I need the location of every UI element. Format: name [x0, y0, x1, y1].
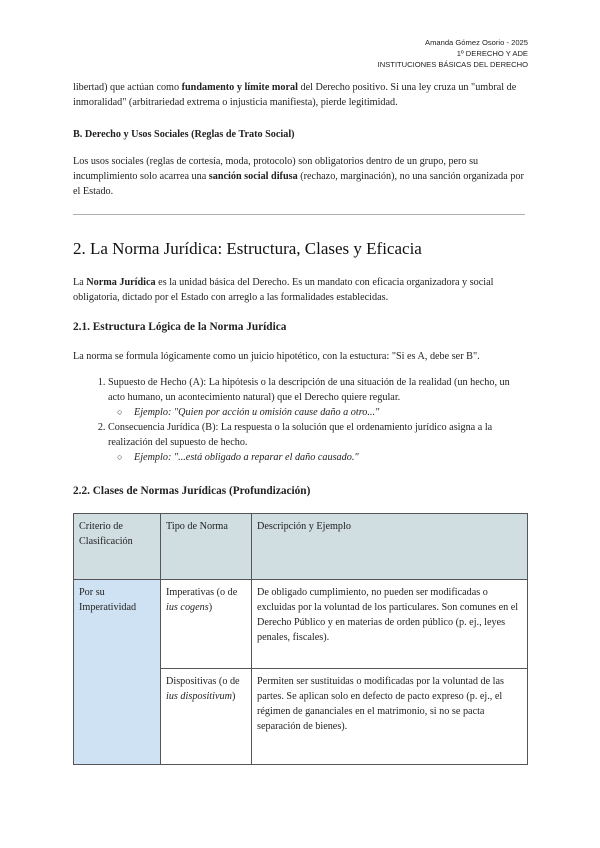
norm-classes-table [73, 513, 528, 765]
type-cell: Dispositivas (o de ius dispositivum) [161, 669, 252, 765]
list-item: 2. Consecuencia Jurídica (B): La respuesta o la solución que el ordenamiento jurídico asigna a la realización del supuesto de hecho. ○ Ejemplo: "...está obligado a reparar el daño causado." [108, 420, 528, 465]
criterion-cell: Por su Imperatividad [74, 580, 161, 765]
section-title: 2. La Norma Jurídica: Estructura, Clases y Eficacia [73, 239, 422, 258]
table-header-row [74, 514, 528, 580]
document-body [73, 80, 528, 765]
section-divider [73, 214, 525, 215]
intro-paragraph: libertad) que actúan como fundamento y límite moral del Derecho positivo. Si una ley cruza un "umbral de inmoralidad" (arbitrariedad extrema o injusticia manifiesta), pierde legitimidad. [73, 82, 517, 108]
type-cell: Imperativas (o de ius cogens) [161, 580, 252, 669]
header-course: 1º DERECHO Y ADE [456, 49, 528, 58]
table-row [74, 580, 528, 669]
structure-intro: La norma se formula lógicamente como un juicio hipotético, con la estuctura: "Si es A, debe ser B". [73, 351, 480, 362]
subsection-title-2-2: 2.2. Clases de Normas Jurídicas (Profundización) [73, 485, 311, 497]
description-cell: De obligado cumplimiento, no pueden ser modificadas o excluidas por la voluntad de los particulares. Son comunes en el Derecho Público y en materias de orden público (p. ej., leyes penales, fiscales). [252, 580, 528, 669]
table-header-cell: Descripción y Ejemplo [252, 514, 528, 580]
header-subject: INSTITUCIONES BÁSICAS DEL DERECHO [377, 60, 528, 69]
table-header-cell: Criterio de Clasificación [74, 514, 161, 580]
list-item: 1. Supuesto de Hecho (A): La hipótesis o la descripción de una situación de la realidad (un hecho, un acto humano, un acontecimiento natural) que el Derecho quiere regular. ○ Ejemplo: "Quien por acción u omisión cause daño a otro..." [108, 375, 528, 420]
example-item: ○ Ejemplo: "...está obligado a reparar el daño causado." [134, 450, 528, 465]
usos-sociales-paragraph: Los usos sociales (reglas de cortesía, moda, protocolo) son obligatorios dentro de un grupo, pero su incumplimiento solo acarrea una sanción social difusa (rechazo, marginación), no una sanción organizada por el Estado. [73, 156, 524, 197]
page-header [378, 37, 528, 70]
subsection-title-2-1: 2.1. Estructura Lógica de la Norma Jurídica [73, 321, 287, 333]
norma-juridica-paragraph: La Norma Jurídica es la unidad básica del Derecho. Es un mandato con eficacia organizadora y social obligatoria, dictado por el Estado con arreglo a las formalidades establecidas. [73, 277, 494, 303]
header-author: Amanda Gómez Osorio - 2025 [425, 38, 528, 47]
structure-list [73, 375, 528, 465]
subheading-usos-sociales: B. Derecho y Usos Sociales (Reglas de Trato Social) [73, 129, 295, 140]
example-item: ○ Ejemplo: "Quien por acción u omisión cause daño a otro..." [134, 405, 528, 420]
table-header-cell: Tipo de Norma [161, 514, 252, 580]
description-cell: Permiten ser sustituidas o modificadas por la voluntad de las partes. Se aplican solo en defecto de pacto expreso (p. ej., el régimen de gananciales en el matrimonio, si no se pacta separación de bienes). [252, 669, 528, 765]
